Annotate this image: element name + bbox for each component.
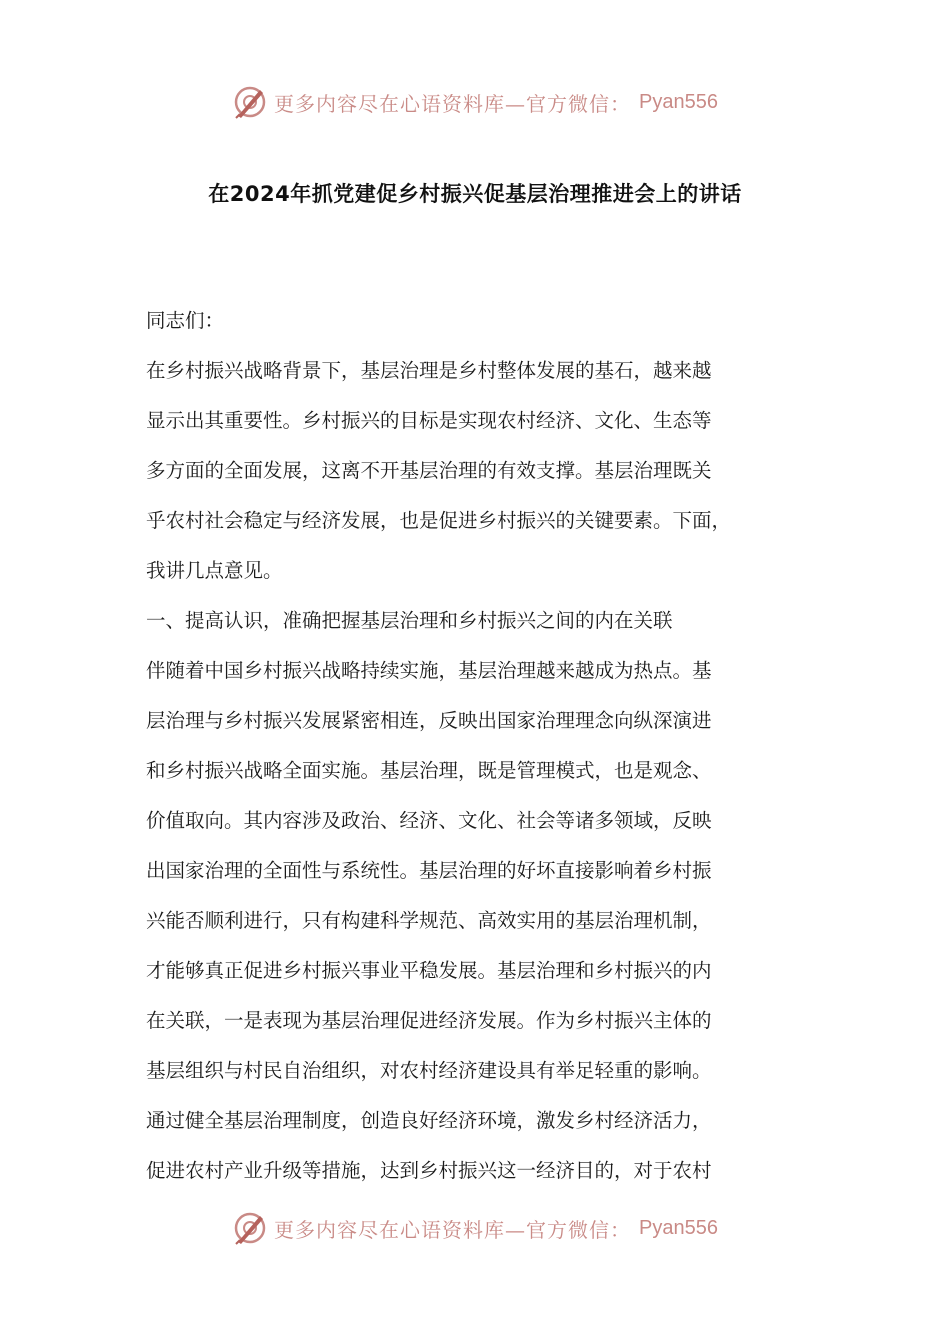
body-line: 在乡村振兴战略背景下，基层治理是乡村整体发展的基石，越来越 (146, 359, 712, 382)
section-heading: 一、提高认识，准确把握基层治理和乡村振兴之间的内在关联 (146, 609, 673, 632)
body-line: 显示出其重要性。乡村振兴的目标是实现农村经济、文化、生态等 (146, 409, 712, 432)
document-title: 在2024年抓党建促乡村振兴促基层治理推进会上的讲话 (208, 182, 742, 206)
quill-logo-icon (232, 1210, 268, 1246)
body-line: 基层组织与村民自治组织，对农村经济建设具有举足轻重的影响。 (146, 1059, 712, 1082)
document-body (146, 296, 810, 1196)
body-line: 和乡村振兴战略全面实施。基层治理，既是管理模式，也是观念、 (146, 759, 712, 782)
body-line: 出国家治理的全面性与系统性。基层治理的好坏直接影响着乡村振 (146, 859, 712, 882)
header-watermark (0, 80, 950, 124)
body-line: 价值取向。其内容涉及政治、经济、文化、社会等诸多领域，反映 (146, 809, 712, 832)
watermark-wechat-id: Pyan556 (639, 1216, 718, 1239)
footer-watermark (0, 1206, 950, 1250)
body-line: 同志们： (146, 309, 225, 332)
body-line: 伴随着中国乡村振兴战略持续实施，基层治理越来越成为热点。基 (146, 659, 712, 682)
body-line: 乎农村社会稳定与经济发展，也是促进乡村振兴的关键要素。下面， (146, 509, 732, 532)
watermark-wechat-id: Pyan556 (639, 90, 718, 113)
watermark-text: 更多内容尽在心语资料库—官方微信： (274, 1217, 632, 1242)
body-line: 层治理与乡村振兴发展紧密相连，反映出国家治理理念向纵深演进 (146, 709, 712, 732)
body-line: 促进农村产业升级等措施，达到乡村振兴这一经济目的，对于农村 (146, 1159, 712, 1182)
body-line: 通过健全基层治理制度，创造良好经济环境，激发乡村经济活力， (146, 1109, 712, 1132)
quill-logo-icon (232, 84, 268, 120)
body-line: 才能够真正促进乡村振兴事业平稳发展。基层治理和乡村振兴的内 (146, 959, 712, 982)
watermark-text: 更多内容尽在心语资料库—官方微信： (274, 91, 632, 116)
body-line: 在关联，一是表现为基层治理促进经济发展。作为乡村振兴主体的 (146, 1009, 712, 1032)
body-line: 兴能否顺利进行，只有构建科学规范、高效实用的基层治理机制， (146, 909, 712, 932)
body-line: 我讲几点意见。 (146, 559, 283, 582)
body-line: 多方面的全面发展，这离不开基层治理的有效支撑。基层治理既关 (146, 459, 712, 482)
